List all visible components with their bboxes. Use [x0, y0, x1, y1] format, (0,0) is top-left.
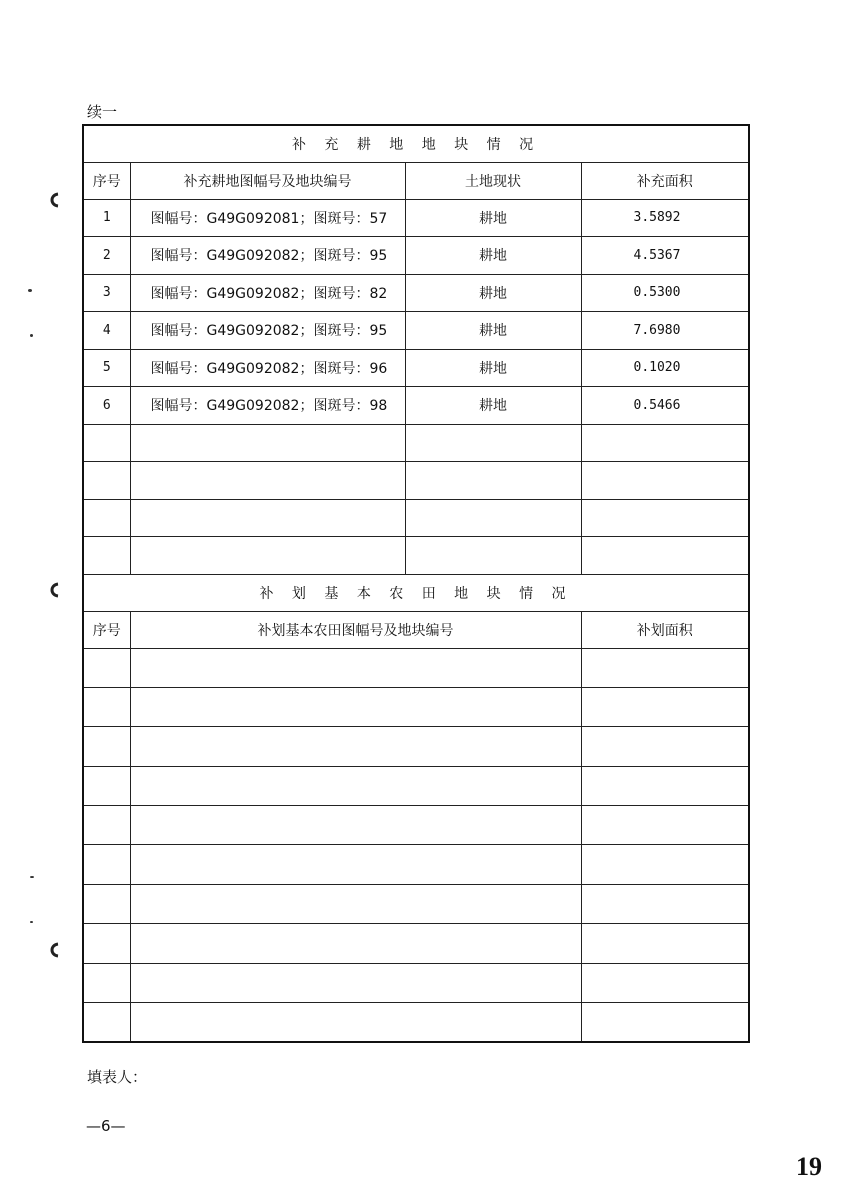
- empty-cell: [405, 499, 581, 537]
- cell-code: 图幅号：G49G092082；图斑号：95: [130, 312, 405, 350]
- cell-code: 图幅号：G49G092082；图斑号：82: [130, 274, 405, 312]
- empty-cell: [581, 648, 749, 687]
- empty-row: [83, 727, 749, 766]
- empty-cell: [83, 963, 130, 1002]
- empty-cell: [130, 766, 581, 805]
- empty-cell: [581, 424, 749, 462]
- header-area: 补划面积: [581, 611, 749, 648]
- empty-row: [83, 806, 749, 845]
- cell-no: 2: [83, 237, 130, 275]
- table-row: [83, 237, 749, 275]
- empty-cell: [581, 884, 749, 923]
- empty-cell: [83, 884, 130, 923]
- empty-cell: [130, 963, 581, 1002]
- cell-no: 1: [83, 199, 130, 237]
- cell-code: 图幅号：G49G092082；图斑号：98: [130, 387, 405, 425]
- cell-area: 0.5300: [581, 274, 749, 312]
- empty-row: [83, 963, 749, 1002]
- cell-code: 图幅号：G49G092082；图斑号：95: [130, 237, 405, 275]
- empty-cell: [83, 687, 130, 726]
- section-title-supplement-farmland: 补 充 耕 地 地 块 情 况: [83, 125, 749, 162]
- header-status: 土地现状: [405, 162, 581, 199]
- table-row: [83, 312, 749, 350]
- cell-no: 3: [83, 274, 130, 312]
- binding-hole-icon: [48, 192, 62, 208]
- empty-cell: [130, 727, 581, 766]
- section-title-basic-farmland: 补 划 基 本 农 田 地 块 情 况: [83, 574, 749, 611]
- cell-status: 耕地: [405, 199, 581, 237]
- table-row: [83, 199, 749, 237]
- cell-no: 5: [83, 349, 130, 387]
- empty-cell: [130, 806, 581, 845]
- empty-cell: [130, 687, 581, 726]
- empty-row: [83, 424, 749, 462]
- empty-cell: [405, 462, 581, 500]
- empty-row: [83, 687, 749, 726]
- filler-label: 填表人：: [87, 1068, 148, 1086]
- cell-no: 4: [83, 312, 130, 350]
- cell-status: 耕地: [405, 349, 581, 387]
- empty-row: [83, 499, 749, 537]
- empty-cell: [405, 424, 581, 462]
- cell-status: 耕地: [405, 274, 581, 312]
- land-table: [82, 124, 750, 1043]
- cell-status: 耕地: [405, 387, 581, 425]
- header-row: [83, 162, 749, 199]
- empty-cell: [130, 537, 405, 575]
- empty-row: [83, 884, 749, 923]
- cell-area: 3.5892: [581, 199, 749, 237]
- header-area: 补充面积: [581, 162, 749, 199]
- empty-cell: [83, 727, 130, 766]
- empty-cell: [581, 806, 749, 845]
- stamp-number: 19: [796, 1152, 822, 1181]
- empty-cell: [83, 806, 130, 845]
- empty-cell: [130, 845, 581, 884]
- empty-cell: [130, 424, 405, 462]
- empty-cell: [581, 462, 749, 500]
- empty-cell: [83, 424, 130, 462]
- empty-cell: [581, 727, 749, 766]
- cell-code: 图幅号：G49G092082；图斑号：96: [130, 349, 405, 387]
- table-row: [83, 387, 749, 425]
- empty-cell: [130, 924, 581, 963]
- binding-hole-icon: [48, 942, 62, 958]
- empty-cell: [83, 1003, 130, 1042]
- header-no: 序号: [83, 611, 130, 648]
- header-code: 补充耕地图幅号及地块编号: [130, 162, 405, 199]
- table-row: [83, 274, 749, 312]
- header-row: [83, 611, 749, 648]
- empty-cell: [405, 537, 581, 575]
- header-code: 补划基本农田图幅号及地块编号: [130, 611, 581, 648]
- section-title-row: [83, 574, 749, 611]
- empty-cell: [581, 924, 749, 963]
- empty-cell: [581, 1003, 749, 1042]
- empty-cell: [130, 499, 405, 537]
- cell-no: 6: [83, 387, 130, 425]
- empty-cell: [581, 766, 749, 805]
- empty-row: [83, 462, 749, 500]
- empty-cell: [83, 462, 130, 500]
- empty-row: [83, 537, 749, 575]
- empty-cell: [581, 687, 749, 726]
- empty-cell: [581, 499, 749, 537]
- scan-speck: [30, 876, 34, 878]
- land-table-wrapper: [82, 124, 748, 1043]
- cell-area: 4.5367: [581, 237, 749, 275]
- binding-hole-icon: [48, 582, 62, 598]
- empty-cell: [83, 499, 130, 537]
- empty-cell: [83, 648, 130, 687]
- empty-cell: [130, 648, 581, 687]
- scan-speck: [28, 289, 32, 292]
- empty-row: [83, 924, 749, 963]
- empty-cell: [581, 845, 749, 884]
- empty-row: [83, 1003, 749, 1042]
- cell-area: 0.1020: [581, 349, 749, 387]
- page-number: —6—: [86, 1117, 126, 1135]
- empty-row: [83, 648, 749, 687]
- empty-cell: [130, 462, 405, 500]
- cell-status: 耕地: [405, 237, 581, 275]
- cell-area: 7.6980: [581, 312, 749, 350]
- empty-cell: [83, 766, 130, 805]
- scan-speck: [30, 334, 33, 337]
- cell-status: 耕地: [405, 312, 581, 350]
- table-row: [83, 349, 749, 387]
- empty-cell: [83, 924, 130, 963]
- empty-row: [83, 766, 749, 805]
- empty-cell: [130, 884, 581, 923]
- empty-cell: [581, 963, 749, 1002]
- empty-cell: [130, 1003, 581, 1042]
- cell-area: 0.5466: [581, 387, 749, 425]
- empty-row: [83, 845, 749, 884]
- continued-label: 续一: [87, 103, 118, 121]
- empty-cell: [83, 537, 130, 575]
- empty-cell: [83, 845, 130, 884]
- header-no: 序号: [83, 162, 130, 199]
- section-title-row: [83, 125, 749, 162]
- empty-cell: [581, 537, 749, 575]
- cell-code: 图幅号：G49G092081；图斑号：57: [130, 199, 405, 237]
- scan-speck: [30, 921, 33, 923]
